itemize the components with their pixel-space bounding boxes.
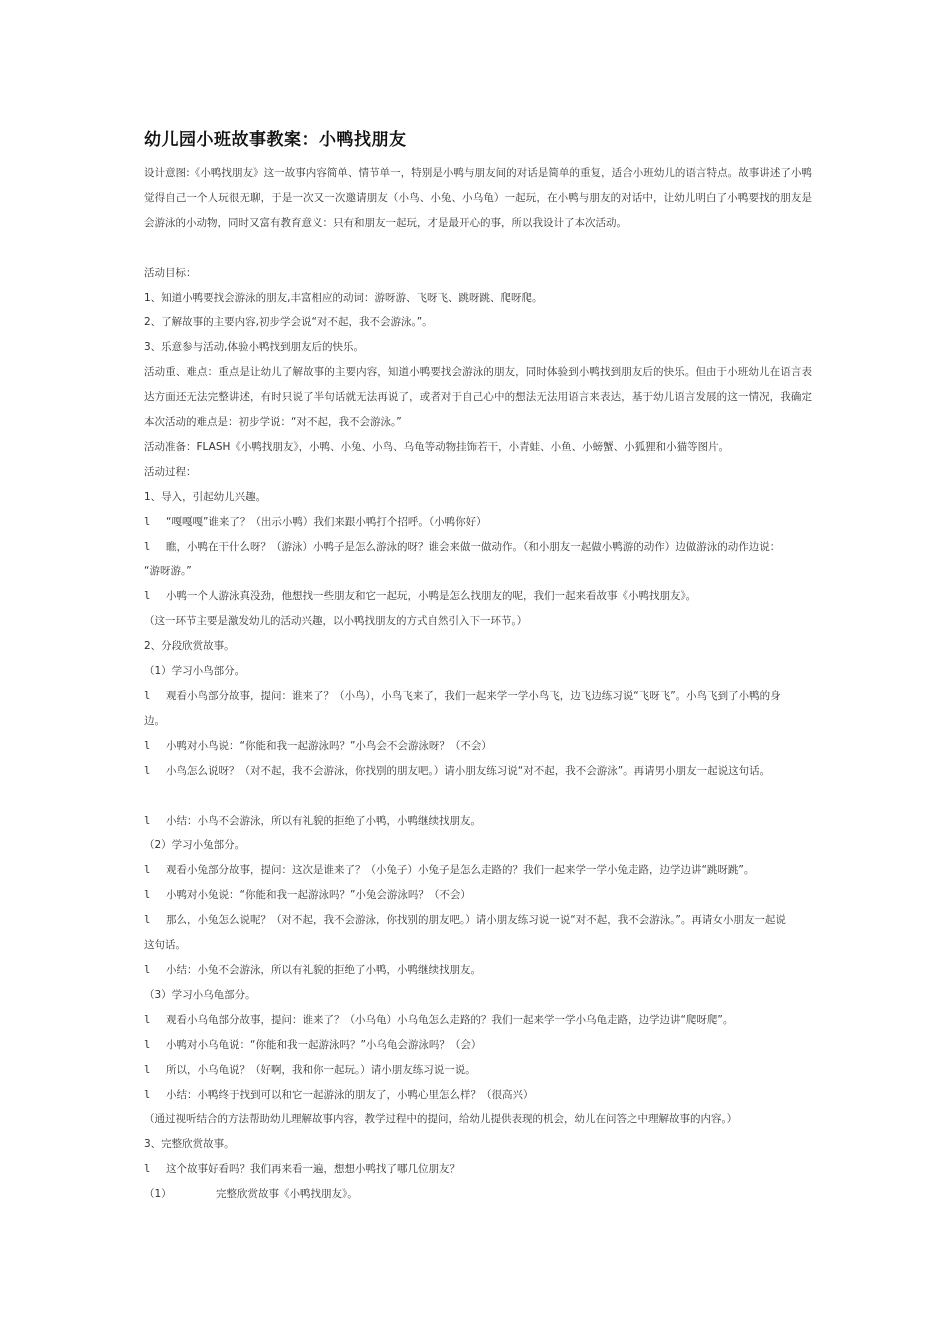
bullet-marker: l xyxy=(144,540,151,553)
bullet-marker: l xyxy=(144,1063,151,1076)
goal-item: 2、了解故事的主要内容,初步学会说“对不起，我不会游泳。”。 xyxy=(144,316,433,329)
spacer xyxy=(144,236,812,261)
bullet-text: 瞧，小鸭在干什么呀？（游泳）小鸭子是怎么游泳的呀？谁会来做一做动作。（和小朋友一起做小鸭游的动作）边做游泳的动作边说： xyxy=(166,540,781,553)
bullet-item xyxy=(144,1008,812,1033)
bullet-text: 小鸭对小乌龟说：“你能和我一起游泳吗？”小乌龟会游泳吗？（会） xyxy=(166,1038,482,1051)
goal-item: 3、乐意参与活动,体验小鸭找到朋友后的快乐。 xyxy=(144,341,365,354)
design-intent-paragraph: 设计意图:《小鸭找朋友》这一故事内容简单、情节单一，特别是小鸭与朋友间的对话是简单的重复，适合小班幼儿的语言特点。故事讲述了小鸭觉得自己一个人玩很无聊，于是一次又一次邀请朋友（小鸟、小兔、小乌龟）一起玩，在小鸭与朋友的对话中，让幼儿明白了小鸭要找的朋友是会游泳的小动物，同时又富有教育意义：只有和朋友一起玩，才是最开心的事，所以我设计了本次活动。 xyxy=(144,167,812,229)
bullet-text: 观看小乌龟部分故事，提问：谁来了？（小乌龟）小乌龟怎么走路的？我们一起来学一学小乌龟走路，边学边讲“爬呀爬”。 xyxy=(166,1013,734,1026)
step-note: （通过视听结合的方法帮助幼儿理解故事内容，教学过程中的提问，给幼儿提供表现的机会，幼儿在问答之中理解故事的内容。） xyxy=(144,1113,738,1126)
bullet-text: 小鸭对小鸟说：“你能和我一起游泳吗？”小鸟会不会游泳呀？（不会） xyxy=(166,739,492,752)
bullet-text: 小鸭对小兔说：“你能和我一起游泳吗？”小兔会游泳吗？（不会） xyxy=(166,889,471,902)
bullet-item xyxy=(144,908,812,933)
part-heading: （2）学习小兔部分。 xyxy=(144,839,246,852)
bullet-marker: l xyxy=(144,590,151,603)
bullet-text: 观看小兔部分故事，提问：这次是谁来了？（小兔子）小兔子是怎么走路的？我们一起来学一学小兔走路，边学边讲“跳呀跳”。 xyxy=(166,864,755,877)
bullet-marker: l xyxy=(144,914,151,927)
bullet-text: 所以，小乌龟说？（好啊，我和你一起玩。）请小朋友练习说一说。 xyxy=(166,1063,476,1076)
bullet-marker: l xyxy=(144,690,151,703)
bullet-item xyxy=(144,734,812,759)
numbered-item xyxy=(144,1182,812,1207)
bullet-item xyxy=(144,809,812,834)
bullet-marker: l xyxy=(144,814,151,827)
bullet-item xyxy=(144,510,812,535)
bullet-marker: l xyxy=(144,515,151,528)
bullet-item xyxy=(144,684,812,709)
bullet-item xyxy=(144,584,812,609)
bullet-continuation: “游呀游。” xyxy=(144,565,192,578)
bullet-item xyxy=(144,883,812,908)
document-title: 幼儿园小班故事教案：小鸭找朋友 xyxy=(144,130,407,150)
bullet-text: 小结：小鸟不会游泳，所以有礼貌的拒绝了小鸭，小鸭继续找朋友。 xyxy=(166,814,481,827)
item-text: 完整欣赏故事《小鸭找朋友》。 xyxy=(216,1188,358,1201)
bullet-marker: l xyxy=(144,889,151,902)
spacer xyxy=(144,784,812,809)
bullet-item xyxy=(144,535,812,560)
bullet-item xyxy=(144,759,812,784)
bullet-item xyxy=(144,858,812,883)
step-note: （这一环节主要是激发幼儿的活动兴趣，以小鸭找朋友的方式自然引入下一环节。） xyxy=(144,615,528,628)
bullet-continuation: 边。 xyxy=(144,714,165,727)
bullet-marker: l xyxy=(144,963,151,976)
item-number: （1） xyxy=(144,1188,172,1201)
bullet-text: 小结：小鸭终于找到可以和它一起游泳的朋友了，小鸭心里怎么样？（很高兴） xyxy=(166,1088,534,1101)
bullet-text: 这个故事好看吗？我们再来看一遍，想想小鸭找了哪几位朋友？ xyxy=(166,1163,460,1176)
bullet-text: 观看小鸟部分故事，提问：谁来了？（小鸟），小鸟飞来了，我们一起来学一学小鸟飞，边飞边练习说“飞呀飞”。小鸟飞到了小鸭的身 xyxy=(166,690,781,703)
document-body xyxy=(144,161,812,1207)
bullet-text: “嘎嘎嘎”谁来了？（出示小鸭）我们来跟小鸭打个招呼。（小鸭你好） xyxy=(166,515,487,528)
step-heading: 2、分段欣赏故事。 xyxy=(144,640,235,653)
bullet-marker: l xyxy=(144,1013,151,1026)
bullet-item xyxy=(144,1033,812,1058)
bullet-marker: l xyxy=(144,1088,151,1101)
focus-paragraph: 活动重、难点：重点是让幼儿了解故事的主要内容，知道小鸭要找会游泳的朋友，同时体验到小鸭找到朋友后的快乐。但由于小班幼儿在语言表达方面还无法完整讲述，有时只说了半句话就无法再说了，或者对于自己心中的想法无法用语言来表达，基于幼儿语言发展的这一情况，我确定本次活动的难点是：初步学说：“对不起，我不会游泳。” xyxy=(144,366,812,429)
part-heading: （3）学习小乌龟部分。 xyxy=(144,988,256,1001)
bullet-marker: l xyxy=(144,764,151,777)
bullet-item xyxy=(144,958,812,983)
bullet-item xyxy=(144,1157,812,1182)
preparation-paragraph: 活动准备：FLASH《小鸭找朋友》，小鸭、小兔、小鸟、乌龟等动物挂饰若干，小青蛙、小鱼、小螃蟹、小狐狸和小猫等图片。 xyxy=(144,440,730,453)
step-heading: 3、完整欣赏故事。 xyxy=(144,1138,235,1151)
step-heading: 1、导入，引起幼儿兴趣。 xyxy=(144,490,267,503)
bullet-item xyxy=(144,1083,812,1108)
bullet-continuation: 这句话。 xyxy=(144,939,186,952)
bullet-text: 那么，小兔怎么说呢？（对不起，我不会游泳，你找别的朋友吧。）请小朋友练习说一说“对不起，我不会游泳。”。再请女小朋友一起说 xyxy=(166,914,786,927)
bullet-text: 小鸭一个人游泳真没劲，他想找一些朋友和它一起玩，小鸭是怎么找朋友的呢，我们一起来看故事《小鸭找朋友》。 xyxy=(166,590,697,603)
bullet-marker: l xyxy=(144,1163,151,1176)
bullet-marker: l xyxy=(144,1038,151,1051)
bullet-marker: l xyxy=(144,864,151,877)
goals-heading: 活动目标： xyxy=(144,266,197,279)
process-heading: 活动过程： xyxy=(144,465,197,478)
part-heading: （1）学习小鸟部分。 xyxy=(144,665,246,678)
bullet-text: 小结：小兔不会游泳，所以有礼貌的拒绝了小鸭，小鸭继续找朋友。 xyxy=(166,963,481,976)
goal-item: 1、知道小鸭要找会游泳的朋友,丰富相应的动词：游呀游、飞呀飞、跳呀跳、爬呀爬。 xyxy=(144,291,543,304)
bullet-marker: l xyxy=(144,739,151,752)
bullet-text: 小鸟怎么说呀？（对不起，我不会游泳，你找别的朋友吧。）请小朋友练习说“对不起，我不会游泳”。再请男小朋友一起说这句话。 xyxy=(166,764,771,777)
bullet-item xyxy=(144,1058,812,1083)
